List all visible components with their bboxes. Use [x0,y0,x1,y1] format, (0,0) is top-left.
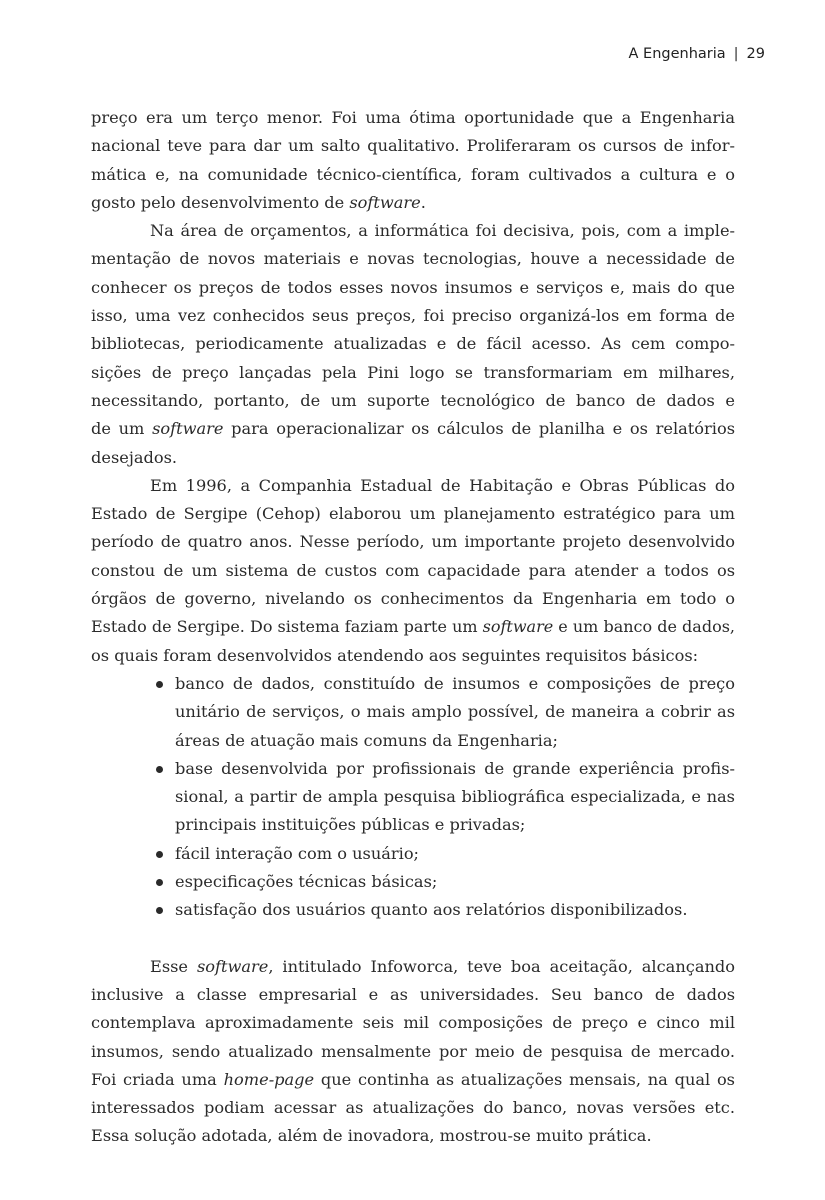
text-line: sições de preço lançadas pela Pini logo se transformariam em milhares, [91,362,735,382]
list-item [91,840,735,868]
paragraph-1 [91,104,735,217]
italic-term: home-page [223,1069,315,1089]
text-line [91,415,735,443]
list-item [91,755,735,840]
text-line: constou de um sistema de custos com capacidade para atender a todos os [91,560,735,580]
text-line: nacional teve para dar um salto qualitativo. Proliferaram os cursos de infor- [91,136,735,156]
running-header [629,46,766,62]
text-segment: Esse [150,956,197,976]
text-line: fácil interação com o usuário; [175,843,420,863]
text-segment: . [420,192,426,212]
text-line [91,189,735,217]
text-line: necessitando, portanto, de um suporte tecnológico de banco de dados e [91,390,735,410]
text-line: insumos, sendo atualizado mensalmente por meio de pesquisa de mercado. [91,1041,735,1061]
paragraph-4 [91,953,735,1151]
requirements-list [91,670,735,925]
paragraph-2 [91,217,735,472]
text-line: áreas de atuação mais comuns da Engenharia; [175,730,558,750]
text-line: Em 1996, a Companhia Estadual de Habitação e Obras Públicas do [150,475,735,495]
text-line: unitário de serviços, o mais amplo possível, de maneira a cobrir as [175,702,735,722]
text-segment: gosto pelo desenvolvimento de [91,192,350,212]
text-line: satisfação dos usuários quanto aos relatórios disponibilizados. [175,900,688,920]
italic-term: software [349,192,421,212]
paragraph-3 [91,472,735,670]
text-line: Estado de Sergipe (Cehop) elaborou um planejamento estratégico para um [91,504,735,524]
text-line: banco de dados, constituído de insumos e composições de preço [175,673,735,693]
text-line: desejados. [91,447,178,467]
text-segment: que continha as atualizações mensais, na qual os [314,1069,735,1089]
text-segment: , intitulado Infoworca, teve boa aceitação, alcançando [268,956,735,976]
text-line: bibliotecas, periodicamente atualizadas e de fácil acesso. As cem compo- [91,334,735,354]
text-line: base desenvolvida por profissionais de grande experiência profis- [175,758,735,778]
text-line [91,953,735,981]
bullet-icon [156,879,163,886]
text-line: os quais foram desenvolvidos atendendo aos seguintes requisitos básicos: [91,645,699,665]
italic-term: software [196,956,269,976]
text-line: Essa solução adotada, além de inovadora, mostrou-se muito prática. [91,1126,652,1146]
bullet-icon [156,681,163,688]
text-line: sional, a partir de ampla pesquisa bibliográfica especializada, e nas [175,787,735,807]
text-line: especificações técnicas básicas; [175,872,438,892]
text-line: isso, uma vez conhecidos seus preços, foi preciso organizá-los em forma de [91,306,735,326]
list-item [91,670,735,755]
text-line: contemplava aproximadamente seis mil composições de preço e cinco mil [91,1013,735,1033]
text-segment: para operacionalizar os cálculos de planilha e os relatórios [223,419,736,439]
header-separator: | [733,46,739,62]
text-line [91,613,735,641]
text-segment: Estado de Sergipe. Do sistema faziam parte um [91,617,483,637]
list-item [91,896,735,924]
text-segment: Foi criada uma [91,1069,224,1089]
text-line: órgãos de governo, nivelando os conhecimentos da Engenharia em todo o [91,589,735,609]
page-number: 29 [746,46,765,62]
running-title: A Engenharia [628,46,726,62]
text-line: mentação de novos materiais e novas tecnologias, houve a necessidade de [91,249,735,269]
text-line: preço era um terço menor. Foi uma ótima oportunidade que a Engenharia [91,108,735,127]
text-line: inclusive a classe empresarial e as universidades. Seu banco de dados [91,984,735,1004]
paragraph-spacer [91,925,735,953]
bullet-icon [156,907,163,914]
bullet-icon [156,766,163,773]
text-line: Na área de orçamentos, a informática foi decisiva, pois, com a imple- [150,221,735,241]
text-line: interessados podiam acessar as atualizações do banco, novas versões etc. [91,1098,735,1118]
text-line: conhecer os preços de todos esses novos insumos e serviços e, mais do que [91,277,735,297]
text-segment: de um [91,419,153,439]
bullet-icon [156,851,163,858]
text-line: principais instituições públicas e privadas; [175,815,526,835]
italic-term: software [152,419,224,439]
text-line [91,1066,735,1094]
page-body [91,104,735,1151]
text-line: mática e, na comunidade técnico-científica, foram cultivados a cultura e o [91,164,735,184]
list-item [91,868,735,896]
italic-term: software [482,617,554,637]
text-segment: e um banco de dados, [553,617,736,637]
text-line: período de quatro anos. Nesse período, um importante projeto desenvolvido [91,532,735,552]
